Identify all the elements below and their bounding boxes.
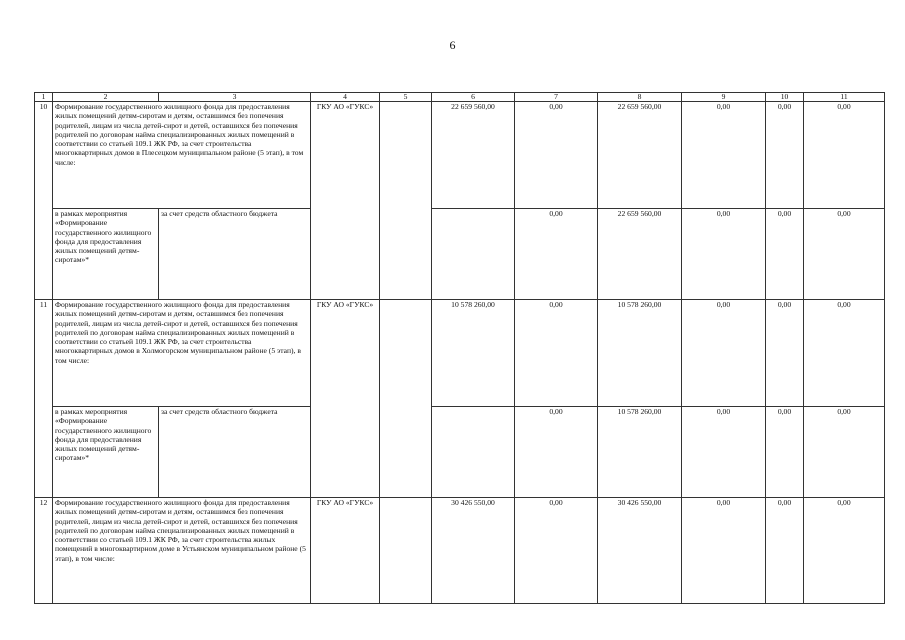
row-number: 12 (35, 498, 53, 604)
executor: ГКУ АО «ГУКС» (311, 102, 380, 300)
value-cell: 0,00 (515, 300, 598, 407)
column-header: 3 (159, 93, 311, 102)
value-cell: 0,00 (682, 407, 766, 498)
value-cell: 0,00 (515, 209, 598, 300)
value-cell: 30 426 550,00 (598, 498, 682, 604)
value-cell: 0,00 (766, 498, 804, 604)
column-header: 1 (35, 93, 53, 102)
value-cell: 10 578 260,00 (432, 300, 515, 407)
empty-cell (432, 407, 515, 498)
value-cell: 0,00 (682, 102, 766, 209)
sub-measure-name: в рамках мероприятия «Формирование государственного жилищного фонда для предоставления жилых помещений детям-сиротам»* (53, 209, 159, 300)
funding-source: за счет средств областного бюджета (159, 209, 311, 300)
column-header: 11 (804, 93, 885, 102)
measure-name: Формирование государственного жилищного фонда для предоставления жилых помещений детям-сиротам и детям, оставшимся без попечения родителей, лицам из числа детей-сирот и детей, оставшихся без попечения родителей по договорам найма специализированных жилых помещений в соответствии со статьей 109.1 ЖК РФ, за счет строительства жилых помещений в многоквартирном доме в Устьянском муниципальном районе (5 этап), в том числе: (53, 498, 311, 604)
value-cell: 0,00 (766, 102, 804, 209)
value-cell: 0,00 (766, 407, 804, 498)
row-number: 11 (35, 300, 53, 498)
page-number: 6 (449, 38, 456, 52)
column-header: 10 (766, 93, 804, 102)
column-header: 4 (311, 93, 380, 102)
measure-name: Формирование государственного жилищного фонда для предоставления жилых помещений детям-сиротам и детям, оставшимся без попечения родителей, лицам из числа детей-сирот и детей, оставшихся без попечения родителей по договорам найма специализированных жилых помещений в соответствии со статьей 109.1 ЖК РФ, за счет строительства многоквартирных домов в Плесецком муниципальном районе (5 этап), в том числе: (53, 102, 311, 209)
measure-name: Формирование государственного жилищного фонда для предоставления жилых помещений детям-сиротам и детям, оставшимся без попечения родителей, лицам из числа детей-сирот и детей, оставшихся без попечения родителей по договорам найма специализированных жилых помещений в соответствии со статьей 109.1 ЖК РФ, за счет строительства многоквартирных домов в Холмогорском муниципальном районе (5 этап), в том числе: (53, 300, 311, 407)
funding-source: за счет средств областного бюджета (159, 407, 311, 498)
value-cell: 10 578 260,00 (598, 300, 682, 407)
value-cell: 0,00 (804, 300, 885, 407)
table-row (35, 498, 885, 604)
value-cell: 0,00 (804, 407, 885, 498)
table-subrow (35, 209, 885, 300)
table-header-row (35, 93, 885, 102)
empty-cell (380, 102, 432, 300)
empty-cell (380, 498, 432, 604)
value-cell: 22 659 560,00 (432, 102, 515, 209)
value-cell: 30 426 550,00 (432, 498, 515, 604)
row-number: 10 (35, 102, 53, 300)
sub-measure-name: в рамках мероприятия «Формирование государственного жилищного фонда для предоставления жилых помещений детям-сиротам»* (53, 407, 159, 498)
table-subrow (35, 407, 885, 498)
empty-cell (380, 300, 432, 498)
value-cell: 0,00 (515, 407, 598, 498)
value-cell: 0,00 (682, 498, 766, 604)
table-row (35, 102, 885, 209)
executor: ГКУ АО «ГУКС» (311, 300, 380, 498)
column-header: 5 (380, 93, 432, 102)
value-cell: 10 578 260,00 (598, 407, 682, 498)
value-cell: 0,00 (804, 102, 885, 209)
table-row (35, 300, 885, 407)
value-cell: 0,00 (515, 102, 598, 209)
value-cell: 0,00 (682, 209, 766, 300)
program-table (34, 92, 885, 604)
value-cell: 0,00 (682, 300, 766, 407)
column-header: 6 (432, 93, 515, 102)
value-cell: 0,00 (766, 300, 804, 407)
empty-cell (432, 209, 515, 300)
value-cell: 0,00 (804, 209, 885, 300)
value-cell: 0,00 (515, 498, 598, 604)
value-cell: 0,00 (804, 498, 885, 604)
column-header: 8 (598, 93, 682, 102)
value-cell: 0,00 (766, 209, 804, 300)
column-header: 9 (682, 93, 766, 102)
value-cell: 22 659 560,00 (598, 209, 682, 300)
column-header: 7 (515, 93, 598, 102)
column-header: 2 (53, 93, 159, 102)
executor: ГКУ АО «ГУКС» (311, 498, 380, 604)
value-cell: 22 659 560,00 (598, 102, 682, 209)
